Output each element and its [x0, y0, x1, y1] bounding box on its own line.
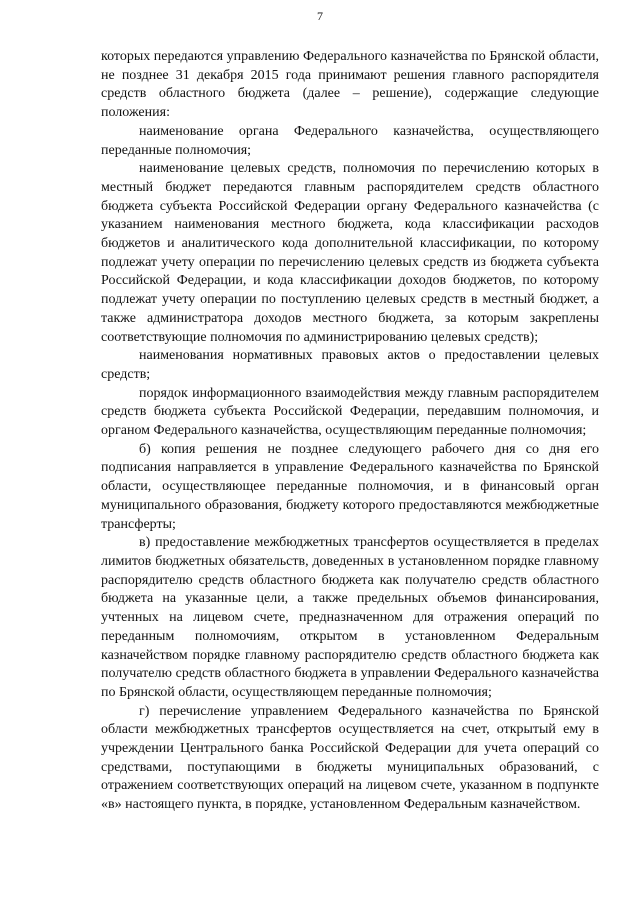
- document-body: [101, 48, 599, 815]
- paragraph-item-v: в) предоставление межбюджетных трансфертов осуществляется в пределах лимитов бюджетных обязательств, доведенных в установленном порядке главному распорядителю средств областного бюджета как получателю средств областного бюджета на указанные цели, а также предельных объемов финансирования, учтенных на лицевом счете, предназначенном для отражения операций по переданным полномочиям, открытом в установленном Федеральным казначейством порядке главному распорядителю средств областного бюджета как получателю средств областного бюджета в управлении Федерального казначейства по Брянской области, осуществляющем переданные полномочия;: [101, 535, 599, 700]
- page-number: 7: [317, 9, 323, 23]
- paragraph-normative-acts: наименования нормативных правовых актов о предоставлении целевых средств;: [101, 348, 599, 382]
- paragraph-continuation: которых передаются управлению Федерального казначейства по Брянской области, не позднее 31 декабря 2015 года принимают решения главного распорядителя средств областного бюджета (далее – решение), содержащие следующие положения:: [101, 49, 599, 121]
- paragraph-information-exchange: порядок информационного взаимодействия между главным распорядителем средств бюджета субъекта Российской Федерации, передавшим полномочия, и органом Федерального казначейства, осуществляющим переданные полномочия;: [101, 385, 599, 439]
- paragraph-item-b: б) копия решения не позднее следующего рабочего дня со дня его подписания направляется в управление Федерального казначейства по Брянской области, осуществляющее переданные полномочия, и в финансовый орган муниципального образования, бюджету которого предоставляются межбюджетные трансферты;: [101, 441, 599, 532]
- paragraph-organ-name: наименование органа Федерального казначейства, осуществляющего переданные полномочия;: [101, 123, 599, 158]
- paragraph-target-funds: наименование целевых средств, полномочия по перечислению которых в местный бюджет передаются главным распорядителем средств областного бюджета субъекта Российской Федерации органу Федерального казначейства (с указанием наименования местного бюджета, кода классификации расходов бюджетов и аналитического кода дополнительной классификации, по которому подлежат учету операции по перечислению целевых средств из бюджета субъекта Российской Федерации, и кода классификации доходов бюджетов, по которому подлежат учету операции по поступлению целевых средств в местный бюджет, а также администратора доходов местного бюджета, за которым закреплены соответствующие полномочия по администрированию целевых средств);: [101, 161, 599, 345]
- paragraph-item-g: г) перечисление управлением Федерального казначейства по Брянской области межбюджетных трансфертов осуществляется на счет, открытый ему в учреждении Центрального банка Российской Федерации для учета операций со средствами, поступающими в бюджеты муниципальных образований, с отражением соответствующих операций на лицевом счете, указанном в подпункте «в» настоящего пункта, в порядке, установленном Федеральным казначейством.: [101, 703, 599, 813]
